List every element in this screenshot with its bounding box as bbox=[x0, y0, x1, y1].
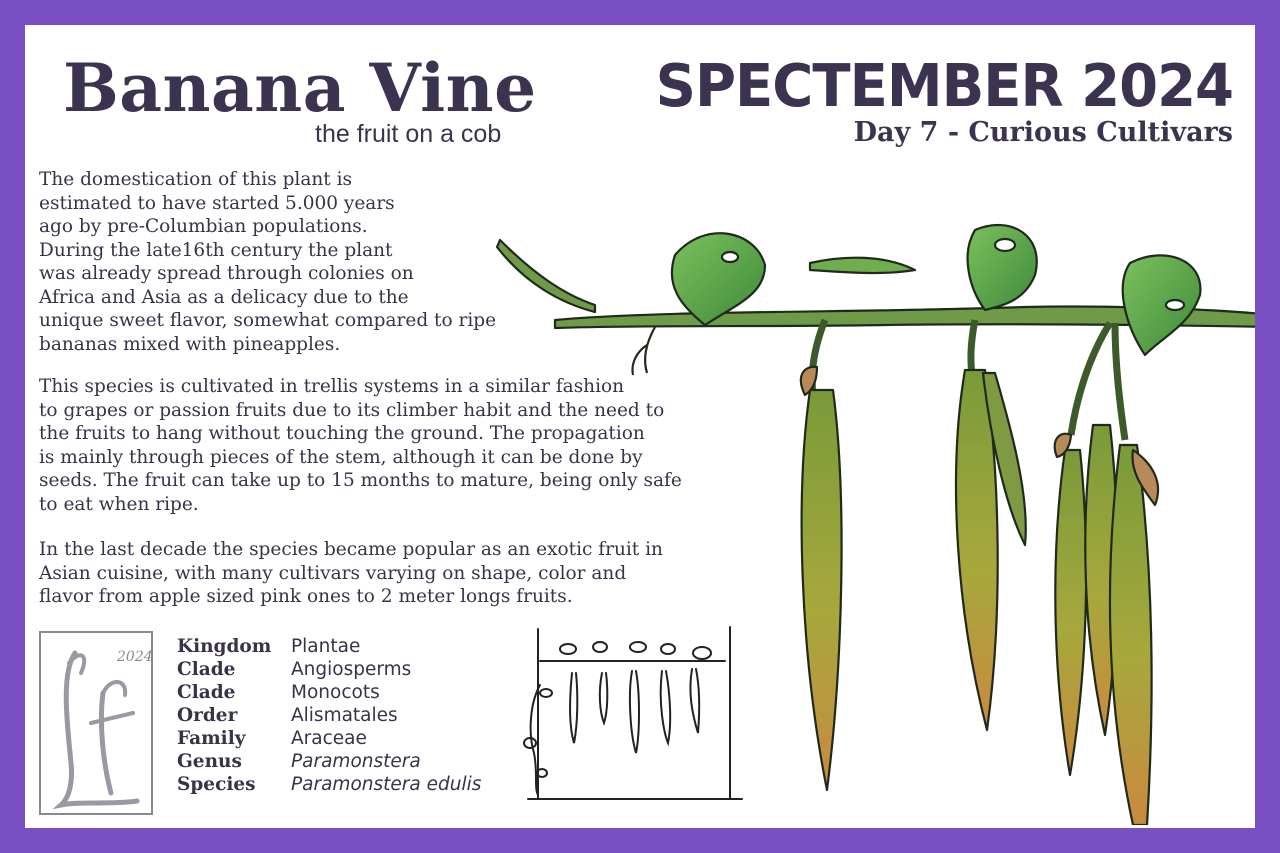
species-card bbox=[25, 25, 1255, 828]
banana-vine-illustration bbox=[465, 195, 1255, 825]
taxonomy-rank: Kingdom bbox=[177, 636, 272, 657]
taxonomy-value: Paramonstera bbox=[291, 751, 421, 772]
fruit bbox=[802, 390, 842, 790]
taxonomy-value: Plantae bbox=[291, 636, 361, 657]
species-subtitle: the fruit on a cob bbox=[315, 120, 502, 148]
species-title: Banana Vine bbox=[63, 49, 537, 127]
taxonomy-value: Angiosperms bbox=[291, 659, 412, 680]
leaf bbox=[1123, 255, 1201, 355]
description-paragraph-1: The domestication of this plant is estimated to have started 5.000 years ago by pre-Columbian populations. During the late16th century the plant was already spread through colonies on Africa and Asia as a delicacy due to the unique sweet flavor, somewhat compared to ripe bananas mixed with pineapples. bbox=[39, 169, 497, 355]
taxonomy-rank: Clade bbox=[177, 682, 236, 703]
taxonomy-value: Paramonstera edulis bbox=[291, 774, 482, 795]
taxonomy-rank: Species bbox=[177, 774, 256, 795]
taxonomy-rank: Order bbox=[177, 705, 238, 726]
leaf bbox=[968, 225, 1037, 310]
description-paragraph-2: This species is cultivated in trellis systems in a similar fashion to grapes or passion fruits due to its climber habit and the need to the fruits to hang without touching the ground. The propagation is mainly through pieces of the stem, although it can be done by seeds. The fruit can take up to 15 months to mature, being only safe to eat when ripe. bbox=[39, 376, 682, 515]
taxonomy-value: Monocots bbox=[291, 682, 380, 703]
fruit bbox=[1055, 450, 1086, 775]
signature-year: 2024 bbox=[117, 649, 151, 665]
signature-monogram-icon bbox=[41, 633, 151, 813]
taxonomy-rank: Family bbox=[177, 728, 246, 749]
taxonomy-value: Alismatales bbox=[291, 705, 398, 726]
day-subtitle: Day 7 - Curious Cultivars bbox=[853, 117, 1233, 148]
leaf bbox=[672, 233, 765, 325]
taxonomy-value: Araceae bbox=[291, 728, 367, 749]
fruit bbox=[1110, 445, 1152, 825]
description-paragraph-3: In the last decade the species became popular as an exotic fruit in Asian cuisine, with many cultivars varying on shape, color and flavor from apple sized pink ones to 2 meter longs fruits. bbox=[39, 539, 663, 607]
taxonomy-rank: Genus bbox=[177, 751, 242, 772]
taxonomy-table bbox=[177, 635, 481, 796]
artist-signature-logo bbox=[39, 631, 153, 815]
event-title: SPECTEMBER 2024 bbox=[655, 52, 1233, 121]
taxonomy-rank: Clade bbox=[177, 659, 236, 680]
